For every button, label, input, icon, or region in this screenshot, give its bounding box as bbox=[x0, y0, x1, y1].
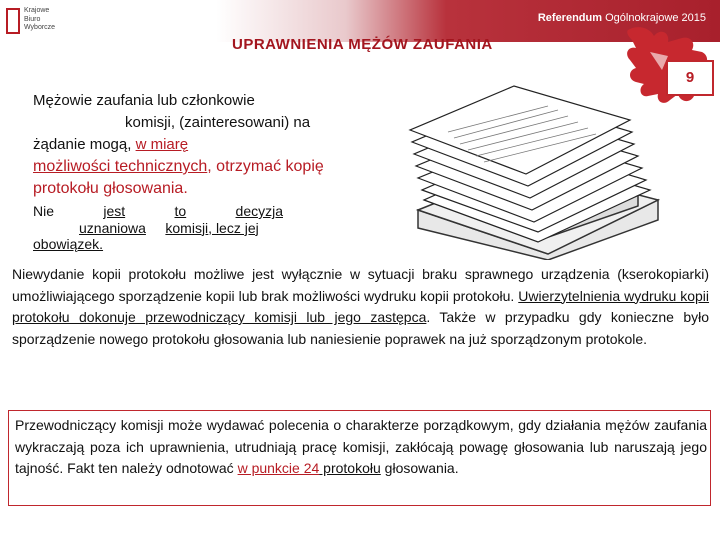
highlight-mozliwosci: możliwości technicznych bbox=[33, 158, 208, 175]
text-line bbox=[33, 203, 283, 220]
page-title: UPRAWNIENIA MĘŻÓW ZAUFANIA bbox=[232, 36, 493, 53]
text-span: protokołu bbox=[319, 460, 381, 476]
certification-text: Uwierzytelnienia wydruku kopii protokołu dokonuje przewodniczący komisji lub jego zastępca bbox=[12, 287, 710, 325]
highlight-w-miare: w miarę bbox=[135, 136, 189, 153]
referendum-rest: Ogólnokrajowe 2015 bbox=[602, 12, 706, 24]
document-tray-illustration bbox=[388, 82, 664, 260]
word: , lecz jej bbox=[208, 219, 259, 236]
intro-paragraph bbox=[33, 90, 389, 200]
text-span: Przewodniczący komisji może wydawać polecenia o charakterze porządkowym, gdy działania mężów zaufania wykraczają poza ich uprawnienia, utrudniają pracę komisji, zakłócają powagę głosowania lub naruszają jego tajność. Fakt ten należy odnotować bbox=[15, 417, 707, 476]
text-line: protokołu głosowania. bbox=[33, 180, 188, 197]
chairman-note-box bbox=[8, 410, 711, 506]
chairman-note bbox=[15, 415, 707, 480]
logo-text bbox=[24, 7, 55, 33]
word: decyzja bbox=[235, 203, 283, 219]
text-line: komisji, (zainteresowani) na bbox=[125, 114, 311, 131]
word: to bbox=[174, 203, 187, 219]
text-span: . Także w przypadku gdy konieczne było sporządzenie nowego protokołu głosowania lub naniesienie poprawek na już sporządzonym protokole. bbox=[12, 309, 709, 347]
referendum-bold: Referendum bbox=[537, 12, 603, 24]
text-span: , otrzymać kopię bbox=[207, 158, 324, 175]
word: obowiązek. bbox=[33, 236, 104, 252]
text-line bbox=[33, 220, 389, 237]
word: uznaniowa bbox=[79, 219, 146, 236]
text-span: Niewydanie kopii protokołu możliwe jest wyłącznie w sytuacji braku sprawnego urządzenia (kserokopiarki) umożliwiającego sporządzenie kopii lub brak możliwości wydruku kopii protokołu. bbox=[12, 266, 709, 304]
page-number: 9 bbox=[666, 60, 714, 96]
logo-mark-icon bbox=[6, 8, 20, 34]
text-line: Mężowie zaufania lub członkowie bbox=[33, 92, 255, 109]
copy-rules-paragraph bbox=[12, 264, 709, 350]
text-line bbox=[33, 236, 389, 253]
logo-line: Biuro bbox=[24, 15, 41, 23]
word: jest bbox=[103, 203, 126, 219]
word: komisji bbox=[165, 219, 209, 236]
logo-line: Krajowe bbox=[24, 7, 50, 14]
text-span: żądanie mogą, bbox=[33, 136, 132, 153]
kbw-logo bbox=[6, 6, 66, 36]
text-span: głosowania. bbox=[380, 460, 459, 476]
point-24-link: w punkcie 24 bbox=[237, 460, 320, 476]
text-line bbox=[33, 134, 389, 156]
text-line bbox=[33, 156, 389, 178]
obligation-paragraph bbox=[33, 203, 389, 253]
logo-line: Wyborcze bbox=[24, 24, 56, 31]
word: Nie bbox=[33, 203, 55, 219]
